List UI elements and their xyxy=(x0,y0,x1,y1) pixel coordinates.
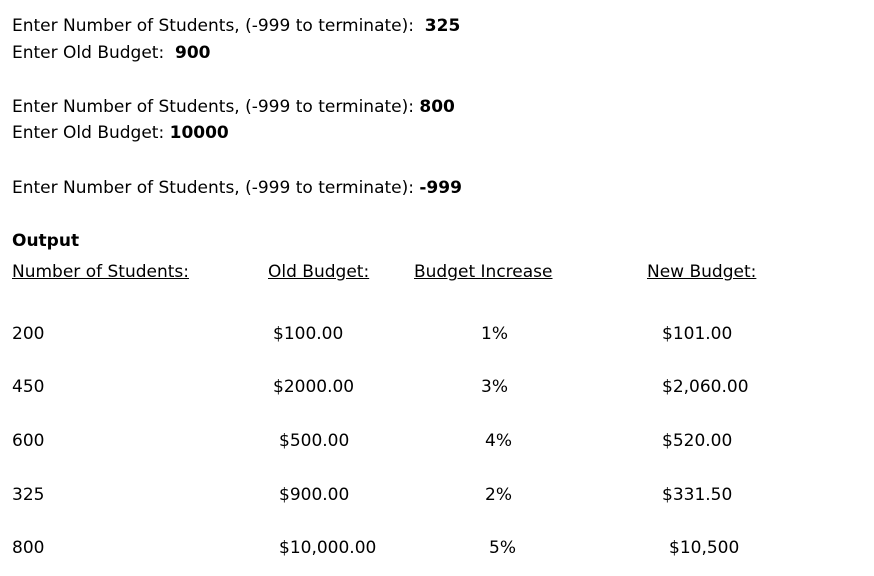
cell-budget-increase: 3% xyxy=(481,377,508,397)
column-header-budget-increase: Budget Increase xyxy=(414,262,553,282)
budget-value: 900 xyxy=(175,43,211,63)
cell-students: 800 xyxy=(12,538,45,558)
students-prompt-line-1 xyxy=(12,16,460,36)
cell-students: 200 xyxy=(12,324,45,344)
cell-new-budget: $10,500 xyxy=(669,538,740,558)
students-value: 325 xyxy=(424,16,461,36)
budget-prompt: Enter Old Budget: xyxy=(12,123,165,143)
output-heading: Output xyxy=(12,231,80,251)
cell-old-budget: $10,000.00 xyxy=(279,538,377,558)
cell-students: 600 xyxy=(12,431,45,451)
students-prompt: Enter Number of Students, (-999 to terminate): xyxy=(12,16,414,36)
budget-prompt-line-2 xyxy=(12,123,229,143)
cell-budget-increase: 1% xyxy=(481,324,508,344)
budget-value: 10000 xyxy=(169,123,229,143)
column-header-new-budget: New Budget: xyxy=(647,262,757,282)
column-header-students: Number of Students: xyxy=(12,262,189,282)
cell-students: 450 xyxy=(12,377,45,397)
cell-old-budget: $500.00 xyxy=(279,431,350,451)
cell-old-budget: $2000.00 xyxy=(273,377,355,397)
cell-old-budget: $100.00 xyxy=(273,324,344,344)
cell-budget-increase: 5% xyxy=(489,538,516,558)
column-header-old-budget: Old Budget: xyxy=(268,262,370,282)
students-prompt-line-terminate xyxy=(12,178,462,198)
students-prompt: Enter Number of Students, (-999 to terminate): xyxy=(12,97,414,117)
cell-new-budget: $331.50 xyxy=(662,485,733,505)
budget-prompt-line-1 xyxy=(12,43,211,63)
students-prompt: Enter Number of Students, (-999 to terminate): xyxy=(12,178,414,198)
students-prompt-line-2 xyxy=(12,97,455,117)
students-value: 800 xyxy=(419,97,455,117)
cell-students: 325 xyxy=(12,485,45,505)
cell-new-budget: $520.00 xyxy=(662,431,733,451)
cell-budget-increase: 2% xyxy=(485,485,512,505)
cell-old-budget: $900.00 xyxy=(279,485,350,505)
cell-new-budget: $2,060.00 xyxy=(662,377,749,397)
cell-new-budget: $101.00 xyxy=(662,324,733,344)
cell-budget-increase: 4% xyxy=(485,431,512,451)
students-value: -999 xyxy=(419,178,462,198)
budget-prompt: Enter Old Budget: xyxy=(12,43,165,63)
